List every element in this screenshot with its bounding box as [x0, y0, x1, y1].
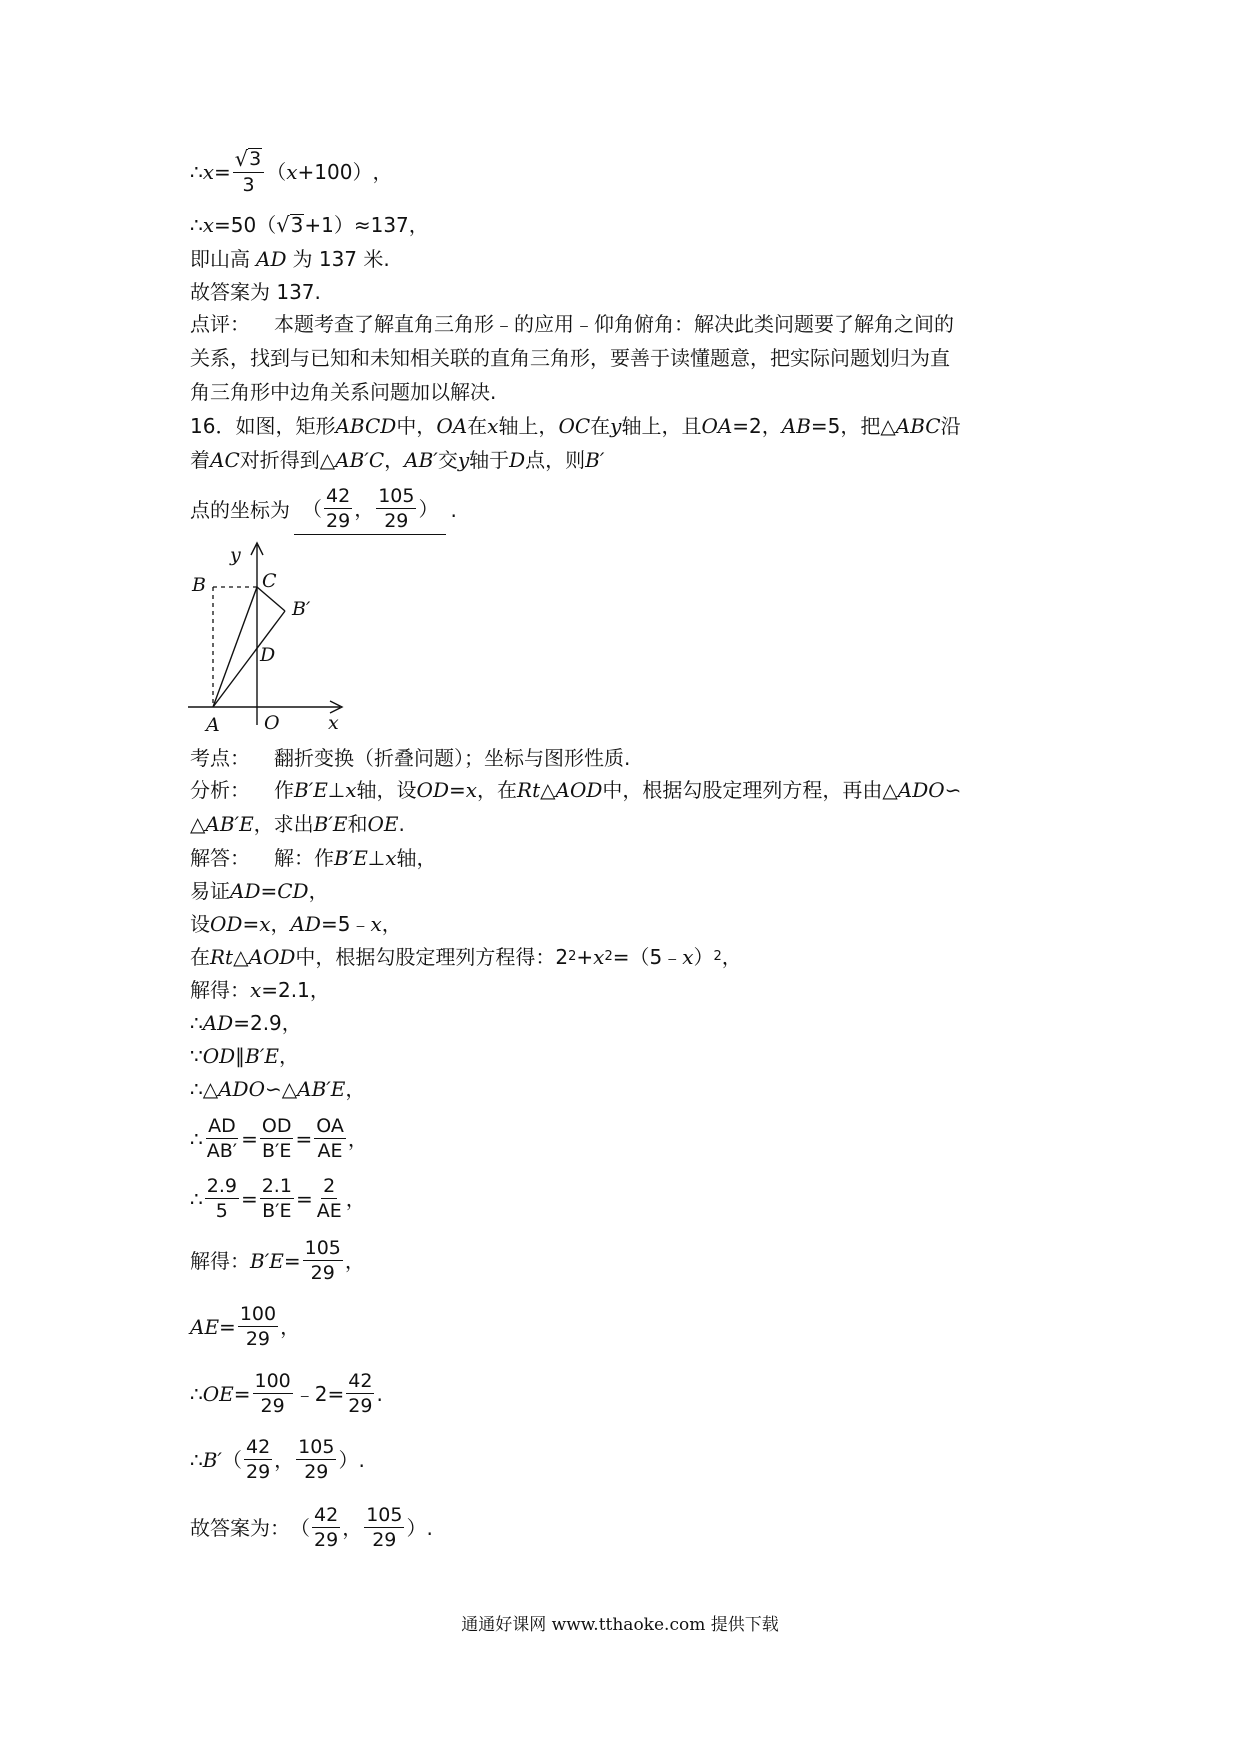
numerator: 42 — [326, 485, 351, 507]
denominator: 29 — [384, 510, 409, 532]
denominator: 29 — [348, 1395, 373, 1417]
var: B′E — [313, 812, 348, 836]
t: ） — [693, 945, 714, 969]
numerator: 105 — [378, 485, 415, 507]
var: ABCD — [335, 414, 397, 438]
fraction — [244, 1436, 272, 1483]
var: AOD — [555, 778, 603, 802]
numerator: 100 — [254, 1370, 291, 1392]
equals: = — [219, 1314, 236, 1339]
var: AE — [190, 1314, 220, 1339]
equals: = — [240, 1186, 258, 1211]
comma: ， — [344, 1248, 365, 1273]
jieda-line-1 — [190, 845, 437, 871]
answer-blank — [294, 485, 446, 535]
denominator: 29 — [326, 510, 351, 532]
text: 为 137 米. — [292, 247, 390, 271]
fraction — [314, 1115, 346, 1162]
var: OD — [210, 912, 243, 936]
t: 解得： — [190, 1248, 250, 1273]
t: 作 — [274, 778, 294, 802]
fraction — [315, 1175, 344, 1222]
line-x-expression — [190, 148, 392, 196]
fraction-105-29 — [376, 485, 416, 532]
period: . — [376, 1381, 383, 1406]
fraction — [364, 1504, 404, 1551]
t: =5，把△ — [810, 414, 896, 438]
t: ，求出 — [253, 812, 314, 836]
t: ∥ — [235, 1044, 246, 1068]
therefore-symbol: ∴ — [190, 1381, 203, 1406]
step-3: 在 Rt △ AOD 中，根据勾股定理列方程得：2 2 + x 2 =（5﹣ x ） 2 ， — [190, 945, 742, 969]
t: =2.1， — [261, 978, 330, 1002]
therefore-symbol: ∴ — [190, 213, 203, 237]
fraction-42-29 — [324, 485, 352, 532]
numerator: 105 — [304, 1237, 341, 1259]
numerator: AD — [208, 1115, 236, 1137]
t: △ — [540, 778, 556, 802]
period: . — [426, 1515, 433, 1540]
fraction — [253, 1370, 293, 1417]
label-D: D — [260, 644, 276, 666]
paren-open: （ — [266, 160, 287, 184]
therefore-symbol: ∴ — [190, 160, 203, 184]
numerator: 42 — [245, 1436, 271, 1458]
label-C: C — [262, 570, 277, 592]
equals: = — [295, 1126, 313, 1151]
numerator: 105 — [366, 1504, 403, 1526]
numerator: 2.1 — [261, 1175, 292, 1197]
t: 着 — [190, 448, 210, 472]
final-answer — [190, 1504, 433, 1551]
t: ， — [345, 1077, 366, 1101]
var: B′E — [245, 1044, 280, 1068]
var: AOD — [248, 945, 296, 969]
label-y: y — [230, 544, 241, 566]
numerator: 42 — [348, 1370, 373, 1392]
comment-line-1 — [190, 311, 954, 337]
fraction — [303, 1237, 343, 1284]
fraction — [296, 1436, 336, 1483]
t: =5﹣ — [320, 912, 371, 936]
numerator: 42 — [314, 1504, 339, 1526]
t: 轴上，且 — [621, 414, 702, 438]
comment-line-3: 角三角形中边角关系问题加以解决. — [190, 380, 497, 404]
t: = — [448, 778, 466, 802]
comment-line-2: 关系，找到与已知和未知相关联的直角三角形，要善于读懂题意，把实际问题划归为直 — [190, 346, 950, 370]
t: 中，根据勾股定理列方程得：2 — [295, 945, 569, 969]
var-x: x — [202, 213, 215, 237]
var: OD — [202, 1044, 236, 1068]
jieda-label: 解答： — [190, 846, 250, 870]
equals-50: =50（ — [214, 213, 277, 237]
t: 轴，设 — [356, 778, 417, 802]
paren-close: ） — [338, 1447, 359, 1472]
fraction — [205, 1115, 239, 1162]
equals: = — [295, 1186, 313, 1211]
step-7 — [190, 1076, 365, 1102]
comment-label: 点评： — [190, 312, 250, 336]
question-16-line-1 — [190, 413, 961, 439]
step-9-ratio — [190, 1175, 366, 1222]
sqrt-3: √ 3 — [276, 213, 304, 237]
numerator: OA — [316, 1115, 344, 1137]
denominator: 29 — [314, 1529, 339, 1551]
var: OE — [367, 812, 399, 836]
numerator: OD — [261, 1115, 292, 1137]
denominator: 29 — [310, 1262, 335, 1284]
var: x — [250, 978, 262, 1002]
t: △ — [190, 812, 206, 836]
t: =（5﹣ — [612, 945, 683, 969]
var: OD — [416, 778, 449, 802]
t: 点的坐标为 — [190, 498, 290, 522]
denominator: 29 — [245, 1328, 271, 1350]
t: 点，则 — [525, 448, 586, 472]
label-B-prime: B′ — [292, 598, 311, 620]
denominator: 29 — [245, 1461, 271, 1483]
comma: ， — [274, 1447, 295, 1472]
var: D — [509, 448, 526, 472]
paren-open: （ — [290, 1515, 310, 1540]
kaodian-line — [190, 745, 630, 771]
equals: = — [214, 160, 231, 184]
t: 对折得到△ — [239, 448, 336, 472]
t: + — [576, 945, 594, 969]
period: . — [450, 498, 457, 522]
t: = — [242, 912, 260, 936]
line-answer-137: 故答案为 137. — [190, 280, 321, 304]
t: ， — [721, 945, 742, 969]
fenxi-line-1 — [190, 777, 961, 803]
var-AD: AD — [256, 247, 287, 271]
t: ⊥ — [367, 846, 386, 870]
step-6 — [190, 1043, 299, 1069]
fraction — [312, 1504, 340, 1551]
t: 在 — [467, 414, 488, 438]
var: Rt — [517, 778, 541, 802]
var: x — [345, 778, 357, 802]
step-12 — [190, 1370, 383, 1417]
therefore-symbol: ∴ — [190, 1447, 203, 1472]
var: ABC — [895, 414, 941, 438]
line-height-result — [190, 246, 390, 272]
var: x — [385, 846, 397, 870]
step-8-ratio — [190, 1115, 368, 1162]
t: ，在 — [477, 778, 518, 802]
var: x — [487, 414, 499, 438]
t: =2.9， — [233, 1011, 302, 1035]
denominator: 5 — [215, 1200, 228, 1222]
segment-AC — [213, 587, 257, 707]
t: ⊥ — [327, 778, 346, 802]
var: y — [610, 414, 622, 438]
comma: ， — [342, 1515, 363, 1540]
text: 即山高 — [190, 247, 250, 271]
label-B: B — [192, 574, 206, 596]
denominator: AB′ — [206, 1140, 238, 1162]
equals: = — [283, 1248, 301, 1273]
var: CD — [277, 879, 309, 903]
t: ， — [384, 448, 405, 472]
fenxi-label: 分析： — [190, 778, 250, 802]
step-1 — [190, 878, 329, 904]
kaodian-label: 考点： — [190, 746, 250, 770]
var: OA — [436, 414, 468, 438]
paren-close: ） — [418, 496, 439, 521]
var: x — [682, 945, 694, 969]
t: . — [398, 812, 405, 836]
var: B′ — [585, 448, 605, 472]
var: OE — [202, 1381, 234, 1406]
comma: ， — [372, 160, 393, 184]
line-x-value — [190, 212, 429, 238]
t: ∴△ — [190, 1077, 219, 1101]
var: B′E — [334, 846, 368, 870]
var: B′ — [202, 1447, 222, 1472]
t: ， — [270, 912, 291, 936]
t: 解：作 — [274, 846, 334, 870]
t: 轴， — [396, 846, 437, 870]
t: 16．如图，矩形 — [190, 414, 336, 438]
var: AD — [230, 879, 261, 903]
t: △ — [233, 945, 249, 969]
var: AB — [781, 414, 811, 438]
denominator: 29 — [304, 1461, 329, 1483]
var: AD — [290, 912, 321, 936]
t: 交 — [437, 448, 458, 472]
t: =2， — [732, 414, 782, 438]
t: 在 — [590, 414, 611, 438]
fraction — [260, 1115, 294, 1162]
therefore-symbol: ∴ — [190, 1186, 203, 1211]
question-16-line-2 — [190, 447, 604, 473]
fraction — [260, 1175, 294, 1222]
t: ∴ — [190, 1011, 203, 1035]
var: AB′E — [205, 812, 254, 836]
numerator: 105 — [298, 1436, 335, 1458]
var: AB′ — [404, 448, 438, 472]
t: ∽△ — [264, 1077, 298, 1101]
t: 中，根据勾股定理列方程，再由△ — [602, 778, 898, 802]
var-x: x — [286, 160, 298, 184]
var: B′E — [250, 1248, 284, 1273]
numerator: 2 — [323, 1175, 336, 1197]
var: AC — [210, 448, 240, 472]
numerator: 2.9 — [206, 1175, 237, 1197]
radicand: 3 — [249, 148, 262, 170]
geometry-figure — [180, 535, 360, 735]
radicand: 3 — [290, 213, 304, 237]
step-13 — [190, 1436, 365, 1483]
var-x: x — [202, 160, 215, 184]
label-A: A — [206, 714, 220, 735]
comma: ， — [347, 1126, 368, 1151]
t: 轴上， — [498, 414, 559, 438]
therefore-symbol: ∴ — [190, 1126, 203, 1151]
var: AB′C — [335, 448, 385, 472]
numerator: 100 — [239, 1303, 277, 1325]
equals: = — [241, 1126, 258, 1151]
denominator: AE — [317, 1140, 343, 1162]
t: 易证 — [190, 879, 230, 903]
var: x — [593, 945, 605, 969]
denominator: 29 — [372, 1529, 397, 1551]
var: x — [465, 778, 478, 802]
t: ∵ — [190, 1044, 203, 1068]
var: B′E — [294, 778, 328, 802]
period: . — [358, 1447, 365, 1472]
paren-open: （ — [221, 1447, 242, 1472]
t: 中， — [396, 414, 437, 438]
var: y — [457, 448, 470, 472]
var: ADO — [897, 778, 945, 802]
t: 故答案为： — [190, 1515, 290, 1540]
step-4 — [190, 977, 330, 1003]
paren-open: （ — [302, 496, 322, 521]
t: 轴于 — [469, 448, 510, 472]
paren-close: ） — [406, 1515, 427, 1540]
t: ， — [279, 1044, 300, 1068]
equals: = — [233, 1381, 251, 1406]
denominator: AE — [316, 1200, 342, 1222]
fraction — [238, 1303, 278, 1350]
step-2 — [190, 911, 402, 937]
label-x: x — [328, 712, 339, 734]
t: ﹣2= — [294, 1381, 345, 1406]
step-11 — [190, 1303, 300, 1350]
var: OC — [558, 414, 591, 438]
t: ， — [381, 912, 402, 936]
comma: ， — [354, 496, 375, 521]
denominator: 29 — [260, 1395, 285, 1417]
kaodian-text: 翻折变换（折叠问题）；坐标与图形性质. — [274, 746, 631, 770]
step-5 — [190, 1010, 302, 1036]
t: 沿 — [940, 414, 961, 438]
comma: ， — [345, 1186, 366, 1211]
page-footer: 通通好课网 www.tthaoke.com 提供下载 — [461, 1615, 779, 1635]
expr-rest: +1）≈137， — [304, 213, 429, 237]
t: ， — [308, 879, 329, 903]
comma: ， — [280, 1314, 301, 1339]
t: 解得： — [190, 978, 250, 1002]
fenxi-line-2 — [190, 811, 405, 837]
label-O: O — [264, 712, 280, 734]
fraction-sqrt3-over-3: √ 3 3 — [233, 148, 264, 196]
t: 在 — [190, 945, 210, 969]
var: Rt — [210, 945, 234, 969]
var: AD — [202, 1011, 234, 1035]
var: x — [370, 912, 382, 936]
var: x — [259, 912, 271, 936]
step-10 — [190, 1237, 365, 1284]
t: ∽ — [944, 778, 962, 802]
comment-text: 本题考查了解直角三角形﹣的应用﹣仰角俯角：解决此类问题要了解角之间的 — [274, 312, 954, 336]
var: OA — [701, 414, 733, 438]
t: = — [260, 879, 278, 903]
denominator: 3 — [242, 174, 255, 196]
question-16-line-3 — [190, 485, 457, 535]
fraction — [205, 1175, 239, 1222]
t: 和 — [347, 812, 368, 836]
denominator: B′E — [261, 1140, 292, 1162]
denominator: B′E — [262, 1200, 292, 1222]
fraction — [346, 1370, 374, 1417]
var: ADO — [218, 1077, 265, 1101]
var: AB′E — [297, 1077, 346, 1101]
expr-rest: +100） — [297, 160, 373, 184]
t: 设 — [190, 912, 210, 936]
